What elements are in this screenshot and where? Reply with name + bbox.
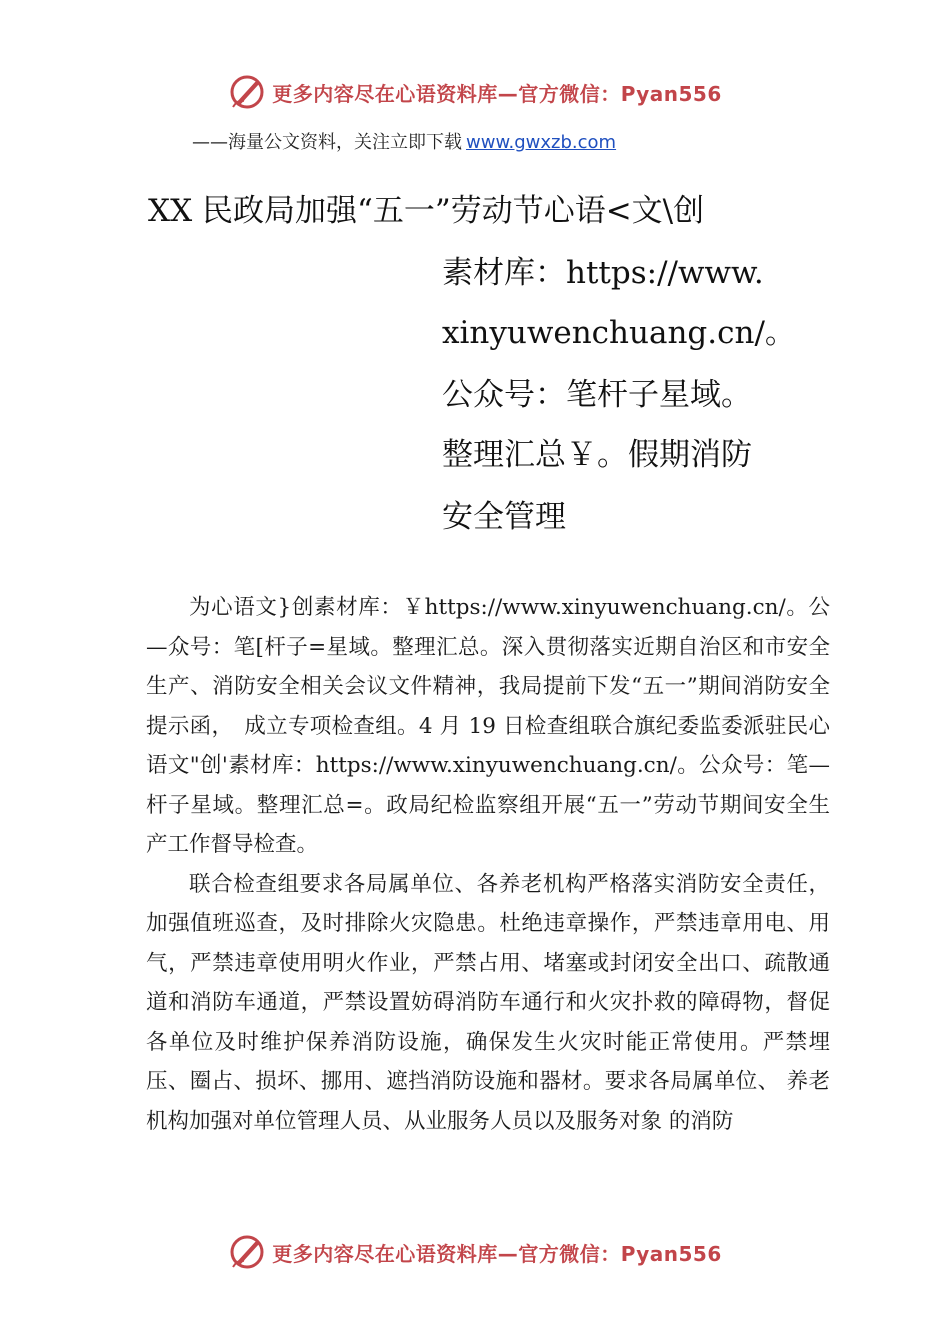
title-line: 公众号：笔杆子星域。 <box>442 377 752 413</box>
pen-circle-logo-icon <box>228 73 266 111</box>
banner-content <box>228 73 722 111</box>
download-subline <box>192 128 616 154</box>
body-paragraph: 联合检查组要求各局属单位、各养老机构严格落实消防安全责任，加强值班巡查，及时排除火灾隐患。杜绝违章操作，严禁违章用电、用气，严禁违章使用明火作业，严禁占用、堵塞或封闭安全出口、疏散通道和消防车通道，严禁设置妨碍消防车通行和火灾扑救的障碍物，督促各单位及时维护保养消防设施，确保发生火灾时能正常使用。严禁埋压、圈占、损坏、挪用、遮挡消防设施和器材。要求各局属单位、 养老机构加强对单位管理人员、从业服务人员以及服务对象 的消防 <box>146 871 830 1134</box>
document-body <box>146 588 830 1141</box>
subline-prefix: ——海量公文资料，关注立即下载 <box>192 132 462 153</box>
title-line: 素材库：https://www. <box>442 255 764 291</box>
banner-content <box>228 1233 722 1271</box>
title-line: 安全管理 <box>442 499 566 535</box>
pen-circle-logo-icon <box>228 1233 266 1271</box>
footer-banner <box>0 1232 950 1272</box>
title-line: XX 民政局加强“五一”劳动节心语<文\创 <box>148 193 705 229</box>
banner-text: 更多内容尽在心语资料库—官方微信：Pyan556 <box>272 81 722 106</box>
header-banner <box>0 72 950 112</box>
title-line: 整理汇总￥。假期消防 <box>442 437 752 473</box>
body-paragraph: 为心语文}创素材库：￥https://www.xinyuwenchuang.cn/。公—众号：笔[杆子=星域。整理汇总。深入贯彻落实近期自治区和市安全生产、消防安全相关会议文件精神，我局提前下发“五一”期间消防安全提示函， 成立专项检查组。4 月 19 日检查组联合旗纪委监委派驻民心语文"创'素材库：https://www.xinyuwenchuang.cn/。公众号：笔—杆子星域。整理汇总=。政局纪检监察组开展“五一”劳动节期间安全生产工作督导检查。 <box>146 595 830 857</box>
title-line: xinyuwenchuang.cn/。 <box>442 315 796 351</box>
banner-text: 更多内容尽在心语资料库—官方微信：Pyan556 <box>272 1241 722 1266</box>
site-link[interactable]: www.gwxzb.com <box>466 132 617 153</box>
